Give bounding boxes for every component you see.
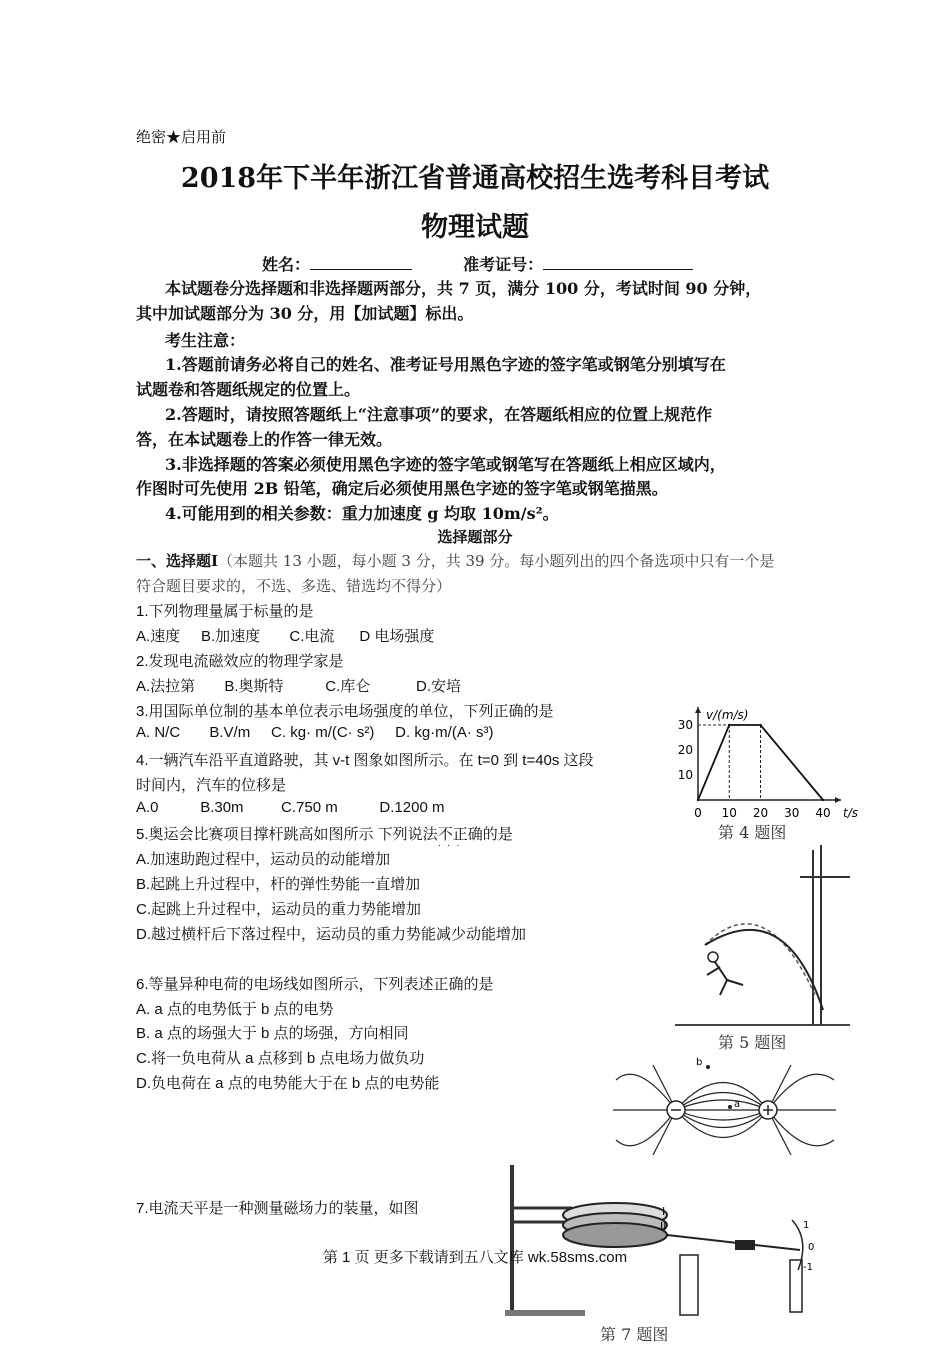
fig6-line-1: [676, 1083, 768, 1111]
intro-line-1: 本试题卷分选择题和非选择题两部分，共 7 页，满分 100 分，考试时间 90 分钟，: [165, 279, 762, 298]
fig4-point-2: [759, 724, 761, 726]
part-header: [136, 550, 774, 571]
section-title: 选择题部分: [437, 528, 513, 546]
fig4-xtick-4: 40: [815, 806, 831, 820]
intro-line-2: 其中加试题部分为 30 分，用【加试题】标出。: [136, 304, 474, 323]
part-label: 一、选择题Ⅰ: [136, 552, 219, 570]
notice-4: 4.可能用到的相关参数：重力加速度 g 均取 10m/s²。: [165, 504, 559, 523]
q1-stem: 1.下列物理量属于标量的是: [136, 603, 314, 620]
q5-stem: [136, 823, 513, 851]
notice-1b: 试题卷和答题纸规定的位置上。: [136, 380, 361, 399]
fig5-pole-vault: [665, 845, 855, 1030]
fig5-athlete-body: [707, 962, 743, 995]
fig4-point-1: [728, 724, 730, 726]
fig4-xtick-2: 20: [752, 806, 769, 820]
fig6-label-a: a: [734, 1099, 741, 1110]
fig4-xtick-3: 30: [784, 806, 800, 820]
fig4-xtick-0: 0: [694, 806, 702, 820]
notice-title: 考生注意：: [165, 331, 246, 350]
q5-stem-post: 的是: [482, 826, 513, 843]
q2-options: A.法拉第 B.奥斯特 C.库仑 D.安培: [136, 678, 462, 695]
q5-option-d: D.越过横杆后下落过程中，运动员的重力势能减少动能增加: [136, 926, 527, 943]
notice-3b: 作图时可先使用 2B 铅笔，确定后必须使用黑色字迹的签字笔或钢笔描黑。: [136, 479, 668, 498]
q7-stem: 7.电流天平是一种测量磁场力的装量，如图: [136, 1200, 419, 1217]
fig7-caption: 第 7 题图: [600, 1325, 669, 1344]
q6-option-b: B. a 点的场强大于 b 点的场强，方向相同: [136, 1025, 409, 1042]
fig6-point-a: [728, 1105, 732, 1109]
fig4-point-0: [697, 799, 699, 801]
id-label: 准考证号：: [463, 255, 544, 274]
fig6-field-lines: [608, 1055, 843, 1165]
q5-option-a: A.加速助跑过程中，运动员的动能增加: [136, 851, 391, 868]
fig6-lines: [613, 1065, 836, 1155]
q4-stem-2: 时间内，汽车的位移是: [136, 777, 287, 794]
fig4-ytick-1: 20: [677, 743, 693, 757]
notice-2a: 2.答题时，请按照答题纸上“注意事项”的要求，在答题纸相应的位置上规范作: [165, 405, 713, 424]
q6-option-c: C.将一负电荷从 a 点移到 b 点电场力做负功: [136, 1050, 425, 1067]
fig5-pole: [705, 930, 823, 1010]
fig6-point-b: [706, 1065, 710, 1069]
q5-emphasis: [437, 826, 483, 851]
fig4-y-arrow-icon: [695, 707, 701, 713]
fig7-label-I: I: [662, 1205, 666, 1218]
q5-option-c: C.起跳上升过程中，运动员的重力势能增加: [136, 901, 422, 918]
fig7-scale-1: 1: [803, 1220, 810, 1231]
fig6-line-9: [768, 1074, 834, 1110]
fig6-line-10: [768, 1110, 834, 1146]
name-row: [262, 252, 693, 275]
fig4-caption: 第 4 题图: [718, 823, 787, 842]
fig6-line-4: [676, 1110, 768, 1138]
q5-stem-pre: 5.奥运会比赛项目撑杆跳高如图所示 下列说法: [136, 826, 438, 843]
fig4-chart-group: [678, 707, 858, 820]
fig7-base: [505, 1310, 585, 1316]
notice-3a: 3.非选择题的答案必须使用黑色字迹的签字笔或钢笔写在答题纸上相应区域内，: [165, 455, 726, 474]
fig4-ytick-0: 10: [677, 768, 693, 782]
fig4-x-arrow-icon: [835, 797, 841, 803]
q1-options: A.速度 B.加速度 C.电流 D 电场强度: [136, 628, 435, 645]
fig7-scale-m1: -1: [803, 1262, 813, 1273]
q2-stem: 2.发现电流磁效应的物理学家是: [136, 653, 344, 670]
fig6-label-b: b: [696, 1057, 703, 1068]
exam-subtitle: 物理试题: [421, 212, 529, 243]
fig7-coil-bottom: [563, 1223, 667, 1247]
fig7-current-balance: [500, 1160, 830, 1320]
part-desc: （本题共 13 小题，每小题 3 分，共 39 分。每小题列出的四个备选项中只有一个是: [218, 552, 775, 570]
part-desc-2: 符合题目要求的，不选、多选、错选均不得分）: [136, 577, 452, 595]
q4-stem-1: 4.一辆汽车沿平直道路驶，其 v-t 图象如图所示。在 t=0 到 t=40s 这段: [136, 752, 594, 769]
notice-1a: 1.答题前请务必将自己的姓名、准考证号用黑色字迹的签字笔或钢笔分别填写在: [165, 355, 726, 374]
id-blank: [543, 255, 693, 270]
name-label: 姓名：: [262, 255, 311, 274]
fig7-label-II: II: [660, 1220, 667, 1233]
q3-options: A. N/C B.V/m C. kg· m/(C· s²) D. kg·m/(A· s³): [136, 724, 494, 741]
fig5-caption: 第 5 题图: [718, 1033, 787, 1052]
q6-option-a: A. a 点的电势低于 b 点的电势: [136, 1001, 334, 1018]
fig4-x-label: t/s: [843, 806, 858, 820]
q5-emphasis-text: 不正确: [437, 826, 483, 843]
fig5-athlete-head: [708, 952, 718, 962]
fig7-scale-post: [790, 1260, 802, 1312]
q4-options: A.0 B.30m C.750 m D.1200 m: [136, 799, 445, 816]
q3-stem: 3.用国际单位制的基本单位表示电场强度的单位，下列正确的是: [136, 703, 554, 720]
fig4-y-label: v/(m/s): [706, 708, 749, 722]
name-blank: [310, 255, 412, 270]
fig4-xtick-1: 10: [721, 806, 737, 820]
fig4-ytick-2: 30: [677, 718, 693, 732]
emphasis-dots-icon: ···: [437, 840, 466, 851]
notice-2b: 答，在本试题卷上的作答一律无效。: [136, 430, 393, 449]
fig7-scale-0: 0: [808, 1242, 815, 1253]
fig4-point-3: [822, 799, 824, 801]
secret-mark: 绝密★启用前: [136, 128, 227, 146]
q5-option-b: B.起跳上升过程中，杆的弹性势能一直增加: [136, 876, 421, 893]
q6-option-d: D.负电荷在 a 点的电势能大于在 b 点的电势能: [136, 1075, 440, 1092]
exam-title: 2018年下半年浙江省普通高校招生选考科目考试: [180, 163, 770, 194]
q6-stem: 6.等量异种电荷的电场线如图所示，下列表述正确的是: [136, 976, 494, 993]
page-footer: 第 1 页 更多下载请到五八文库 wk.58sms.com: [322, 1249, 628, 1266]
